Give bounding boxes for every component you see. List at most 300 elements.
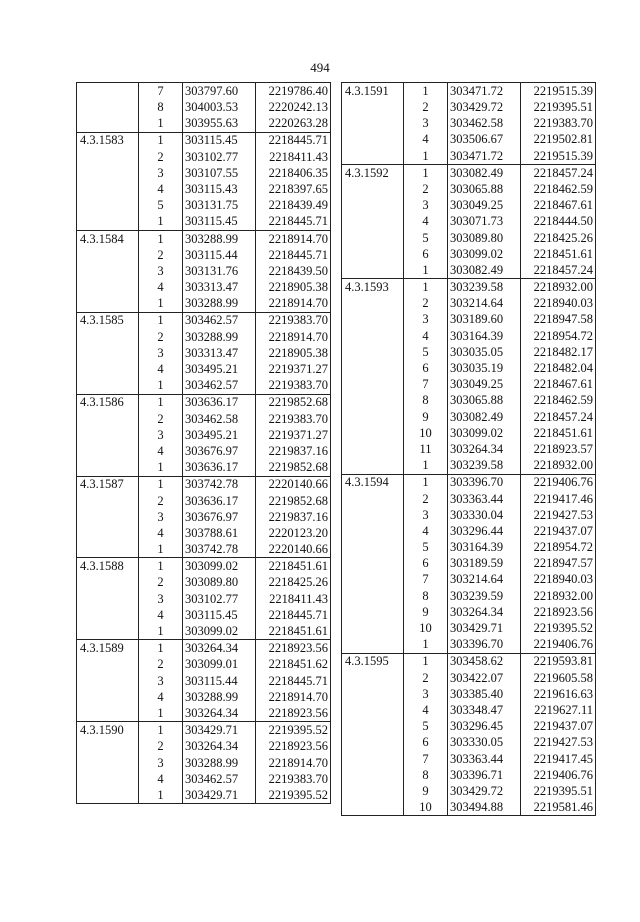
point-number-cell: 2 xyxy=(139,247,183,263)
coordinates-table-left xyxy=(76,82,331,804)
x-coordinate-cell: 303429.72 xyxy=(448,783,521,799)
parcel-id-cell xyxy=(342,409,404,425)
x-coordinate-cell: 303462.58 xyxy=(183,411,256,427)
point-number-cell: 8 xyxy=(404,393,448,409)
point-number-cell: 1 xyxy=(404,636,448,653)
y-coordinate-cell: 2218914.70 xyxy=(256,295,331,312)
x-coordinate-cell: 303471.72 xyxy=(448,148,521,165)
y-coordinate-cell: 2218451.61 xyxy=(256,623,331,640)
x-coordinate-cell: 303471.72 xyxy=(448,83,521,100)
y-coordinate-cell: 2218914.70 xyxy=(256,755,331,771)
point-number-cell: 2 xyxy=(139,739,183,755)
table-row xyxy=(77,443,331,459)
parcel-id-cell xyxy=(77,787,139,804)
table-row xyxy=(77,509,331,525)
y-coordinate-cell: 2219427.53 xyxy=(521,735,596,751)
parcel-id-cell: 4.3.1586 xyxy=(77,394,139,411)
point-number-cell: 1 xyxy=(139,377,183,394)
parcel-id-cell: 4.3.1593 xyxy=(342,279,404,296)
x-coordinate-cell: 303131.75 xyxy=(183,197,256,213)
table-row xyxy=(77,295,331,312)
table-row xyxy=(77,132,331,149)
point-number-cell: 4 xyxy=(139,525,183,541)
parcel-id-cell xyxy=(77,377,139,394)
parcel-id-cell xyxy=(77,591,139,607)
point-number-cell: 1 xyxy=(404,279,448,296)
y-coordinate-cell: 2218445.71 xyxy=(256,132,331,149)
point-number-cell: 6 xyxy=(404,360,448,376)
x-coordinate-cell: 303115.45 xyxy=(183,214,256,231)
parcel-id-cell xyxy=(77,197,139,213)
parcel-id-cell xyxy=(77,575,139,591)
x-coordinate-cell: 303049.25 xyxy=(448,376,521,392)
table-row xyxy=(342,83,596,100)
x-coordinate-cell: 303742.78 xyxy=(183,476,256,493)
parcel-id-cell: 4.3.1588 xyxy=(77,558,139,575)
parcel-id-cell xyxy=(77,115,139,132)
point-number-cell: 1 xyxy=(139,230,183,247)
parcel-id-cell xyxy=(77,493,139,509)
table-row xyxy=(342,197,596,213)
point-number-cell: 1 xyxy=(139,640,183,657)
table-row xyxy=(77,640,331,657)
y-coordinate-cell: 2220123.20 xyxy=(256,525,331,541)
point-number-cell: 6 xyxy=(404,246,448,262)
table-row xyxy=(342,409,596,425)
parcel-id-cell xyxy=(342,686,404,702)
point-number-cell: 4 xyxy=(139,607,183,623)
table-row xyxy=(342,588,596,604)
parcel-id-cell xyxy=(77,657,139,673)
table-row xyxy=(342,767,596,783)
x-coordinate-cell: 303264.34 xyxy=(448,604,521,620)
table-row xyxy=(342,246,596,262)
point-number-cell: 5 xyxy=(404,344,448,360)
parcel-id-cell xyxy=(77,263,139,279)
table-row xyxy=(342,507,596,523)
point-number-cell: 3 xyxy=(404,197,448,213)
point-number-cell: 7 xyxy=(404,751,448,767)
x-coordinate-cell: 303189.59 xyxy=(448,555,521,571)
table-row xyxy=(342,328,596,344)
parcel-id-cell: 4.3.1583 xyxy=(77,132,139,149)
y-coordinate-cell: 2219837.16 xyxy=(256,443,331,459)
y-coordinate-cell: 2218425.26 xyxy=(521,230,596,246)
y-coordinate-cell: 2219383.70 xyxy=(521,115,596,131)
table-row xyxy=(342,376,596,392)
y-coordinate-cell: 2218457.24 xyxy=(521,409,596,425)
point-number-cell: 3 xyxy=(139,591,183,607)
point-number-cell: 4 xyxy=(404,328,448,344)
table-row xyxy=(77,99,331,115)
parcel-id-cell xyxy=(342,132,404,148)
y-coordinate-cell: 2219417.45 xyxy=(521,751,596,767)
parcel-id-cell xyxy=(77,149,139,165)
point-number-cell: 1 xyxy=(404,262,448,279)
x-coordinate-cell: 303099.02 xyxy=(183,623,256,640)
point-number-cell: 5 xyxy=(139,197,183,213)
y-coordinate-cell: 2218914.70 xyxy=(256,689,331,705)
point-number-cell: 6 xyxy=(404,555,448,571)
y-coordinate-cell: 2219383.70 xyxy=(256,377,331,394)
y-coordinate-cell: 2218954.72 xyxy=(521,328,596,344)
table-row xyxy=(77,312,331,329)
y-coordinate-cell: 2218451.61 xyxy=(256,558,331,575)
point-number-cell: 2 xyxy=(404,491,448,507)
table-row xyxy=(342,783,596,799)
y-coordinate-cell: 2219417.46 xyxy=(521,491,596,507)
y-coordinate-cell: 2218462.59 xyxy=(521,181,596,197)
parcel-id-cell xyxy=(342,555,404,571)
x-coordinate-cell: 303396.71 xyxy=(448,767,521,783)
parcel-id-cell xyxy=(77,443,139,459)
point-number-cell: 8 xyxy=(404,767,448,783)
table-row xyxy=(342,312,596,328)
point-number-cell: 2 xyxy=(139,411,183,427)
table-row xyxy=(77,115,331,132)
y-coordinate-cell: 2218411.43 xyxy=(256,591,331,607)
x-coordinate-cell: 303071.73 xyxy=(448,214,521,230)
x-coordinate-cell: 303363.44 xyxy=(448,491,521,507)
x-coordinate-cell: 303348.47 xyxy=(448,702,521,718)
parcel-id-cell xyxy=(77,99,139,115)
parcel-id-cell xyxy=(77,279,139,295)
y-coordinate-cell: 2219627.11 xyxy=(521,702,596,718)
x-coordinate-cell: 303264.34 xyxy=(183,640,256,657)
y-coordinate-cell: 2219406.76 xyxy=(521,636,596,653)
parcel-id-cell xyxy=(77,509,139,525)
parcel-id-cell xyxy=(77,329,139,345)
y-coordinate-cell: 2218445.71 xyxy=(256,247,331,263)
table-row xyxy=(342,262,596,279)
parcel-id-cell xyxy=(77,83,139,100)
table-row xyxy=(77,394,331,411)
point-number-cell: 1 xyxy=(139,705,183,722)
x-coordinate-cell: 303288.99 xyxy=(183,295,256,312)
x-coordinate-cell: 303035.19 xyxy=(448,360,521,376)
parcel-id-cell xyxy=(77,361,139,377)
table-row xyxy=(342,295,596,311)
x-coordinate-cell: 303082.49 xyxy=(448,262,521,279)
x-coordinate-cell: 303313.47 xyxy=(183,279,256,295)
parcel-id-cell xyxy=(342,799,404,816)
table-row xyxy=(342,686,596,702)
point-number-cell: 1 xyxy=(139,541,183,558)
y-coordinate-cell: 2218462.59 xyxy=(521,393,596,409)
point-number-cell: 2 xyxy=(404,99,448,115)
parcel-id-cell: 4.3.1592 xyxy=(342,164,404,181)
y-coordinate-cell: 2218439.50 xyxy=(256,263,331,279)
y-coordinate-cell: 2218467.61 xyxy=(521,197,596,213)
point-number-cell: 3 xyxy=(139,673,183,689)
point-number-cell: 3 xyxy=(139,427,183,443)
point-number-cell: 1 xyxy=(404,83,448,100)
table-row xyxy=(77,247,331,263)
x-coordinate-cell: 303099.02 xyxy=(448,246,521,262)
y-coordinate-cell: 2218467.61 xyxy=(521,376,596,392)
page-number: 494 xyxy=(310,60,330,75)
x-coordinate-cell: 303239.59 xyxy=(448,588,521,604)
y-coordinate-cell: 2219395.51 xyxy=(521,99,596,115)
x-coordinate-cell: 303495.21 xyxy=(183,427,256,443)
table-row xyxy=(342,344,596,360)
y-coordinate-cell: 2219395.52 xyxy=(256,722,331,739)
table-row xyxy=(342,279,596,296)
table-row xyxy=(342,393,596,409)
x-coordinate-cell: 303264.34 xyxy=(183,739,256,755)
parcel-id-cell xyxy=(77,525,139,541)
parcel-id-cell xyxy=(342,457,404,474)
y-coordinate-cell: 2218445.71 xyxy=(256,607,331,623)
parcel-id-cell xyxy=(77,427,139,443)
x-coordinate-cell: 303458.62 xyxy=(448,653,521,670)
y-coordinate-cell: 2219515.39 xyxy=(521,83,596,100)
y-coordinate-cell: 2218932.00 xyxy=(521,457,596,474)
point-number-cell: 10 xyxy=(404,425,448,441)
point-number-cell: 1 xyxy=(139,459,183,476)
table-row xyxy=(342,491,596,507)
point-number-cell: 7 xyxy=(404,572,448,588)
x-coordinate-cell: 303788.61 xyxy=(183,525,256,541)
y-coordinate-cell: 2219427.53 xyxy=(521,507,596,523)
x-coordinate-cell: 303396.70 xyxy=(448,636,521,653)
x-coordinate-cell: 303288.99 xyxy=(183,230,256,247)
table-row xyxy=(77,377,331,394)
point-number-cell: 8 xyxy=(404,588,448,604)
x-coordinate-cell: 303035.05 xyxy=(448,344,521,360)
point-number-cell: 9 xyxy=(404,604,448,620)
x-coordinate-cell: 303115.43 xyxy=(183,181,256,197)
coordinates-table-right xyxy=(341,82,596,816)
x-coordinate-cell: 303107.55 xyxy=(183,165,256,181)
parcel-id-cell xyxy=(342,636,404,653)
point-number-cell: 9 xyxy=(404,783,448,799)
point-number-cell: 9 xyxy=(404,409,448,425)
parcel-id-cell xyxy=(77,345,139,361)
x-coordinate-cell: 303089.80 xyxy=(183,575,256,591)
y-coordinate-cell: 2218905.38 xyxy=(256,279,331,295)
y-coordinate-cell: 2218923.56 xyxy=(521,604,596,620)
parcel-id-cell xyxy=(342,99,404,115)
parcel-id-cell xyxy=(342,441,404,457)
table-row xyxy=(342,164,596,181)
table-row xyxy=(342,539,596,555)
x-coordinate-cell: 303115.45 xyxy=(183,132,256,149)
x-coordinate-cell: 303115.44 xyxy=(183,247,256,263)
table-row xyxy=(77,755,331,771)
table-row xyxy=(77,673,331,689)
y-coordinate-cell: 2220140.66 xyxy=(256,541,331,558)
point-number-cell: 4 xyxy=(404,132,448,148)
y-coordinate-cell: 2218940.03 xyxy=(521,572,596,588)
y-coordinate-cell: 2218451.61 xyxy=(521,425,596,441)
x-coordinate-cell: 303676.97 xyxy=(183,509,256,525)
point-number-cell: 4 xyxy=(139,279,183,295)
table-row xyxy=(77,263,331,279)
point-number-cell: 3 xyxy=(139,345,183,361)
table-row xyxy=(342,474,596,491)
y-coordinate-cell: 2219383.70 xyxy=(256,771,331,787)
x-coordinate-cell: 303131.76 xyxy=(183,263,256,279)
y-coordinate-cell: 2218457.24 xyxy=(521,262,596,279)
table-row xyxy=(77,591,331,607)
y-coordinate-cell: 2219406.76 xyxy=(521,767,596,783)
x-coordinate-cell: 303214.64 xyxy=(448,572,521,588)
y-coordinate-cell: 2218923.56 xyxy=(256,739,331,755)
y-coordinate-cell: 2218940.03 xyxy=(521,295,596,311)
y-coordinate-cell: 2219383.70 xyxy=(256,411,331,427)
table-row xyxy=(342,702,596,718)
point-number-cell: 7 xyxy=(139,83,183,100)
y-coordinate-cell: 2220242.13 xyxy=(256,99,331,115)
x-coordinate-cell: 303462.57 xyxy=(183,377,256,394)
point-number-cell: 3 xyxy=(139,509,183,525)
y-coordinate-cell: 2219371.27 xyxy=(256,361,331,377)
y-coordinate-cell: 2219515.39 xyxy=(521,148,596,165)
x-coordinate-cell: 303102.77 xyxy=(183,149,256,165)
table-row xyxy=(77,525,331,541)
point-number-cell: 11 xyxy=(404,441,448,457)
y-coordinate-cell: 2218482.17 xyxy=(521,344,596,360)
parcel-id-cell xyxy=(342,393,404,409)
table-row xyxy=(77,771,331,787)
table-row xyxy=(342,132,596,148)
y-coordinate-cell: 2218411.43 xyxy=(256,149,331,165)
table-row xyxy=(342,425,596,441)
x-coordinate-cell: 303462.57 xyxy=(183,312,256,329)
parcel-id-cell: 4.3.1584 xyxy=(77,230,139,247)
x-coordinate-cell: 303049.25 xyxy=(448,197,521,213)
point-number-cell: 2 xyxy=(139,657,183,673)
point-number-cell: 3 xyxy=(404,686,448,702)
table-row xyxy=(342,555,596,571)
parcel-id-cell xyxy=(342,328,404,344)
x-coordinate-cell: 303797.60 xyxy=(183,83,256,100)
point-number-cell: 1 xyxy=(404,457,448,474)
y-coordinate-cell: 2218445.71 xyxy=(256,214,331,231)
table-row xyxy=(77,83,331,100)
table-row xyxy=(77,427,331,443)
point-number-cell: 1 xyxy=(139,558,183,575)
y-coordinate-cell: 2218905.38 xyxy=(256,345,331,361)
x-coordinate-cell: 303296.44 xyxy=(448,523,521,539)
table-row xyxy=(77,493,331,509)
x-coordinate-cell: 303636.17 xyxy=(183,493,256,509)
parcel-id-cell xyxy=(342,718,404,734)
point-number-cell: 5 xyxy=(404,718,448,734)
y-coordinate-cell: 2218451.61 xyxy=(521,246,596,262)
parcel-id-cell xyxy=(342,312,404,328)
x-coordinate-cell: 303955.63 xyxy=(183,115,256,132)
y-coordinate-cell: 2219371.27 xyxy=(256,427,331,443)
y-coordinate-cell: 2218947.57 xyxy=(521,555,596,571)
y-coordinate-cell: 2219437.07 xyxy=(521,523,596,539)
table-row xyxy=(77,279,331,295)
y-coordinate-cell: 2218451.62 xyxy=(256,657,331,673)
y-coordinate-cell: 2218397.65 xyxy=(256,181,331,197)
parcel-id-cell xyxy=(342,491,404,507)
parcel-id-cell xyxy=(342,620,404,636)
table-row xyxy=(342,718,596,734)
table-row xyxy=(342,620,596,636)
point-number-cell: 4 xyxy=(404,702,448,718)
point-number-cell: 1 xyxy=(139,312,183,329)
x-coordinate-cell: 303099.02 xyxy=(448,425,521,441)
x-coordinate-cell: 303396.70 xyxy=(448,474,521,491)
parcel-id-cell: 4.3.1590 xyxy=(77,722,139,739)
y-coordinate-cell: 2219786.40 xyxy=(256,83,331,100)
table-row xyxy=(77,181,331,197)
point-number-cell: 5 xyxy=(404,539,448,555)
table-row xyxy=(77,739,331,755)
parcel-id-cell xyxy=(342,588,404,604)
y-coordinate-cell: 2219837.16 xyxy=(256,509,331,525)
y-coordinate-cell: 2220263.28 xyxy=(256,115,331,132)
x-coordinate-cell: 303115.44 xyxy=(183,673,256,689)
x-coordinate-cell: 303363.44 xyxy=(448,751,521,767)
point-number-cell: 1 xyxy=(404,164,448,181)
x-coordinate-cell: 303065.88 xyxy=(448,181,521,197)
parcel-id-cell xyxy=(342,115,404,131)
parcel-id-cell: 4.3.1591 xyxy=(342,83,404,100)
table-row xyxy=(77,149,331,165)
x-coordinate-cell: 303429.71 xyxy=(448,620,521,636)
point-number-cell: 4 xyxy=(404,523,448,539)
x-coordinate-cell: 303636.17 xyxy=(183,459,256,476)
point-number-cell: 3 xyxy=(404,507,448,523)
x-coordinate-cell: 303429.72 xyxy=(448,99,521,115)
table-row xyxy=(342,214,596,230)
point-number-cell: 3 xyxy=(139,755,183,771)
x-coordinate-cell: 303422.07 xyxy=(448,670,521,686)
table-row xyxy=(77,476,331,493)
point-number-cell: 8 xyxy=(139,99,183,115)
x-coordinate-cell: 303264.34 xyxy=(448,441,521,457)
x-coordinate-cell: 303462.58 xyxy=(448,115,521,131)
parcel-id-cell xyxy=(77,607,139,623)
parcel-id-cell xyxy=(77,705,139,722)
parcel-id-cell xyxy=(342,360,404,376)
table-row xyxy=(342,670,596,686)
table-row xyxy=(77,541,331,558)
point-number-cell: 4 xyxy=(404,214,448,230)
table-row xyxy=(342,523,596,539)
y-coordinate-cell: 2218932.00 xyxy=(521,588,596,604)
parcel-id-cell xyxy=(77,739,139,755)
point-number-cell: 1 xyxy=(404,653,448,670)
x-coordinate-cell: 303495.21 xyxy=(183,361,256,377)
parcel-id-cell xyxy=(77,181,139,197)
table-row xyxy=(77,722,331,739)
x-coordinate-cell: 303313.47 xyxy=(183,345,256,361)
parcel-id-cell xyxy=(342,751,404,767)
parcel-id-cell xyxy=(77,295,139,312)
x-coordinate-cell: 303429.71 xyxy=(183,722,256,739)
table-row xyxy=(342,230,596,246)
point-number-cell: 1 xyxy=(139,214,183,231)
y-coordinate-cell: 2218932.00 xyxy=(521,279,596,296)
parcel-id-cell xyxy=(342,767,404,783)
parcel-id-cell xyxy=(342,246,404,262)
y-coordinate-cell: 2219437.07 xyxy=(521,718,596,734)
parcel-id-cell xyxy=(342,230,404,246)
point-number-cell: 4 xyxy=(139,443,183,459)
parcel-id-cell xyxy=(77,689,139,705)
y-coordinate-cell: 2218445.71 xyxy=(256,673,331,689)
parcel-id-cell xyxy=(342,181,404,197)
y-coordinate-cell: 2218444.50 xyxy=(521,214,596,230)
table-row xyxy=(342,735,596,751)
